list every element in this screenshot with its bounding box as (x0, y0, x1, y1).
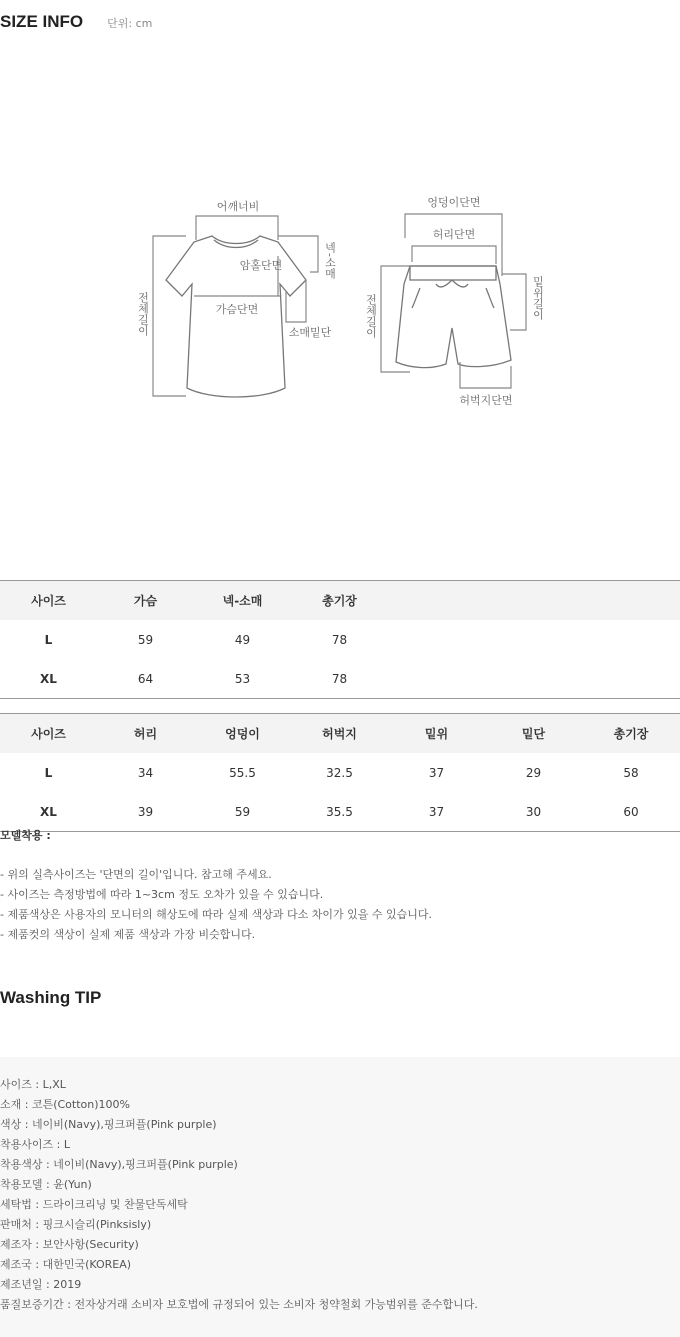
note-item: - 위의 실측사이즈는 '단면의 길이'입니다. 참고해 주세요. (0, 868, 272, 881)
size-info-header (0, 12, 152, 36)
table-cell: 49 (234, 632, 251, 647)
table-header: 허리 (97, 714, 194, 754)
product-info-box (0, 1057, 680, 1337)
tshirt-illustration (166, 236, 306, 397)
table-header: 넥-소매 (194, 581, 291, 621)
table-cell: L (44, 765, 53, 780)
table-cell: 37 (428, 804, 445, 819)
table-cell: L (44, 632, 53, 647)
label-armhole: 암홀단면 (239, 259, 283, 272)
shorts-illustration (396, 266, 511, 368)
table-cell: 34 (137, 765, 154, 780)
table-cell: XL (40, 671, 57, 686)
note-item: - 제품컷의 색상이 실제 제품 색상과 가장 비슷합니다. (0, 928, 256, 941)
table-cell: 39 (137, 804, 154, 819)
info-item: 착용색상 : 네이비(Navy),핑크퍼플(Pink purple) (0, 1158, 238, 1171)
top-size-table (0, 580, 680, 699)
table-cell-empty (388, 659, 680, 699)
info-item: 색상 : 네이비(Navy),핑크퍼플(Pink purple) (0, 1118, 217, 1131)
table-cell: 78 (331, 632, 348, 647)
table-row (0, 753, 680, 792)
table-cell: 78 (331, 671, 348, 686)
info-item: 착용사이즈 : L (0, 1138, 70, 1151)
table-cell: 59 (234, 804, 251, 819)
table-cell: 29 (525, 765, 542, 780)
info-item: 제조자 : 보안사항(Security) (0, 1238, 139, 1251)
note-item: - 제품색상은 사용자의 모니터의 해상도에 따라 실제 색상과 다소 차이가 있을 수 있습니다. (0, 908, 432, 921)
table-cell: 35.5 (326, 804, 353, 819)
table-header: 사이즈 (0, 581, 97, 621)
bottom-size-table (0, 713, 680, 832)
label-bottom-length: 전체길이 (364, 294, 378, 338)
info-item: 소재 : 코튼(Cotton)100% (0, 1098, 130, 1111)
info-item: 착용모델 : 윤(Yun) (0, 1178, 92, 1191)
section-title: SIZE INFO (0, 12, 84, 31)
table-header-row (0, 581, 680, 621)
table-cell: 53 (234, 671, 251, 686)
size-notes (0, 865, 432, 945)
table-header: 밑위 (388, 714, 485, 754)
table-header-row (0, 714, 680, 754)
table-cell: 32.5 (326, 765, 353, 780)
table-row (0, 659, 680, 699)
label-waist: 허리단면 (432, 228, 476, 241)
product-info-list (0, 1075, 478, 1315)
table-cell: 37 (428, 765, 445, 780)
label-chest: 가슴단면 (215, 303, 259, 316)
table-cell: 58 (623, 765, 639, 780)
unit-label: 단위: cm (107, 17, 153, 30)
label-rise: 밑위길이 (531, 276, 545, 320)
label-hip: 엉덩이단면 (427, 196, 481, 209)
washing-tip-title: Washing TIP (0, 988, 102, 1007)
info-item: 사이즈 : L,XL (0, 1078, 66, 1091)
table-header: 엉덩이 (194, 714, 291, 754)
table-cell: 59 (137, 632, 154, 647)
table-header: 총기장 (582, 714, 680, 754)
label-sleeve-hem: 소매밑단 (288, 326, 332, 339)
table-header: 총기장 (291, 581, 388, 621)
table-header: 밑단 (485, 714, 582, 754)
label-thigh: 허벅지단면 (459, 394, 513, 407)
table-cell-empty (388, 620, 680, 659)
table-row (0, 620, 680, 659)
table-header: 사이즈 (0, 714, 97, 754)
label-neck-sleeve: 넥-소매 (323, 242, 337, 279)
info-item: 제조년일 : 2019 (0, 1278, 82, 1291)
table-cell: 30 (525, 804, 542, 819)
info-item: 세탁법 : 드라이크리닝 및 찬물단독세탁 (0, 1198, 188, 1211)
model-wearing-label: 모델착용 : (0, 829, 51, 842)
table-header-empty (388, 581, 680, 621)
table-cell: 64 (137, 671, 154, 686)
note-item: - 사이즈는 측정방법에 따라 1~3cm 정도 오차가 있을 수 있습니다. (0, 888, 324, 901)
table-row (0, 792, 680, 832)
info-item: 제조국 : 대한민국(KOREA) (0, 1258, 132, 1271)
info-item: 품질보증기간 : 전자상거래 소비자 보호법에 규정되어 있는 소비자 청약철회 가능범위를 준수합니다. (0, 1298, 478, 1311)
table-cell: XL (40, 804, 57, 819)
label-shoulder: 어깨너비 (216, 200, 260, 213)
label-top-length: 전체길이 (136, 292, 150, 336)
table-cell: 60 (623, 804, 639, 819)
size-diagram (0, 180, 680, 420)
table-cell: 55.5 (229, 765, 256, 780)
info-item: 판매처 : 핑크시슬리(Pinksisly) (0, 1218, 152, 1231)
table-header: 허벅지 (291, 714, 388, 754)
table-header: 가슴 (97, 581, 194, 621)
